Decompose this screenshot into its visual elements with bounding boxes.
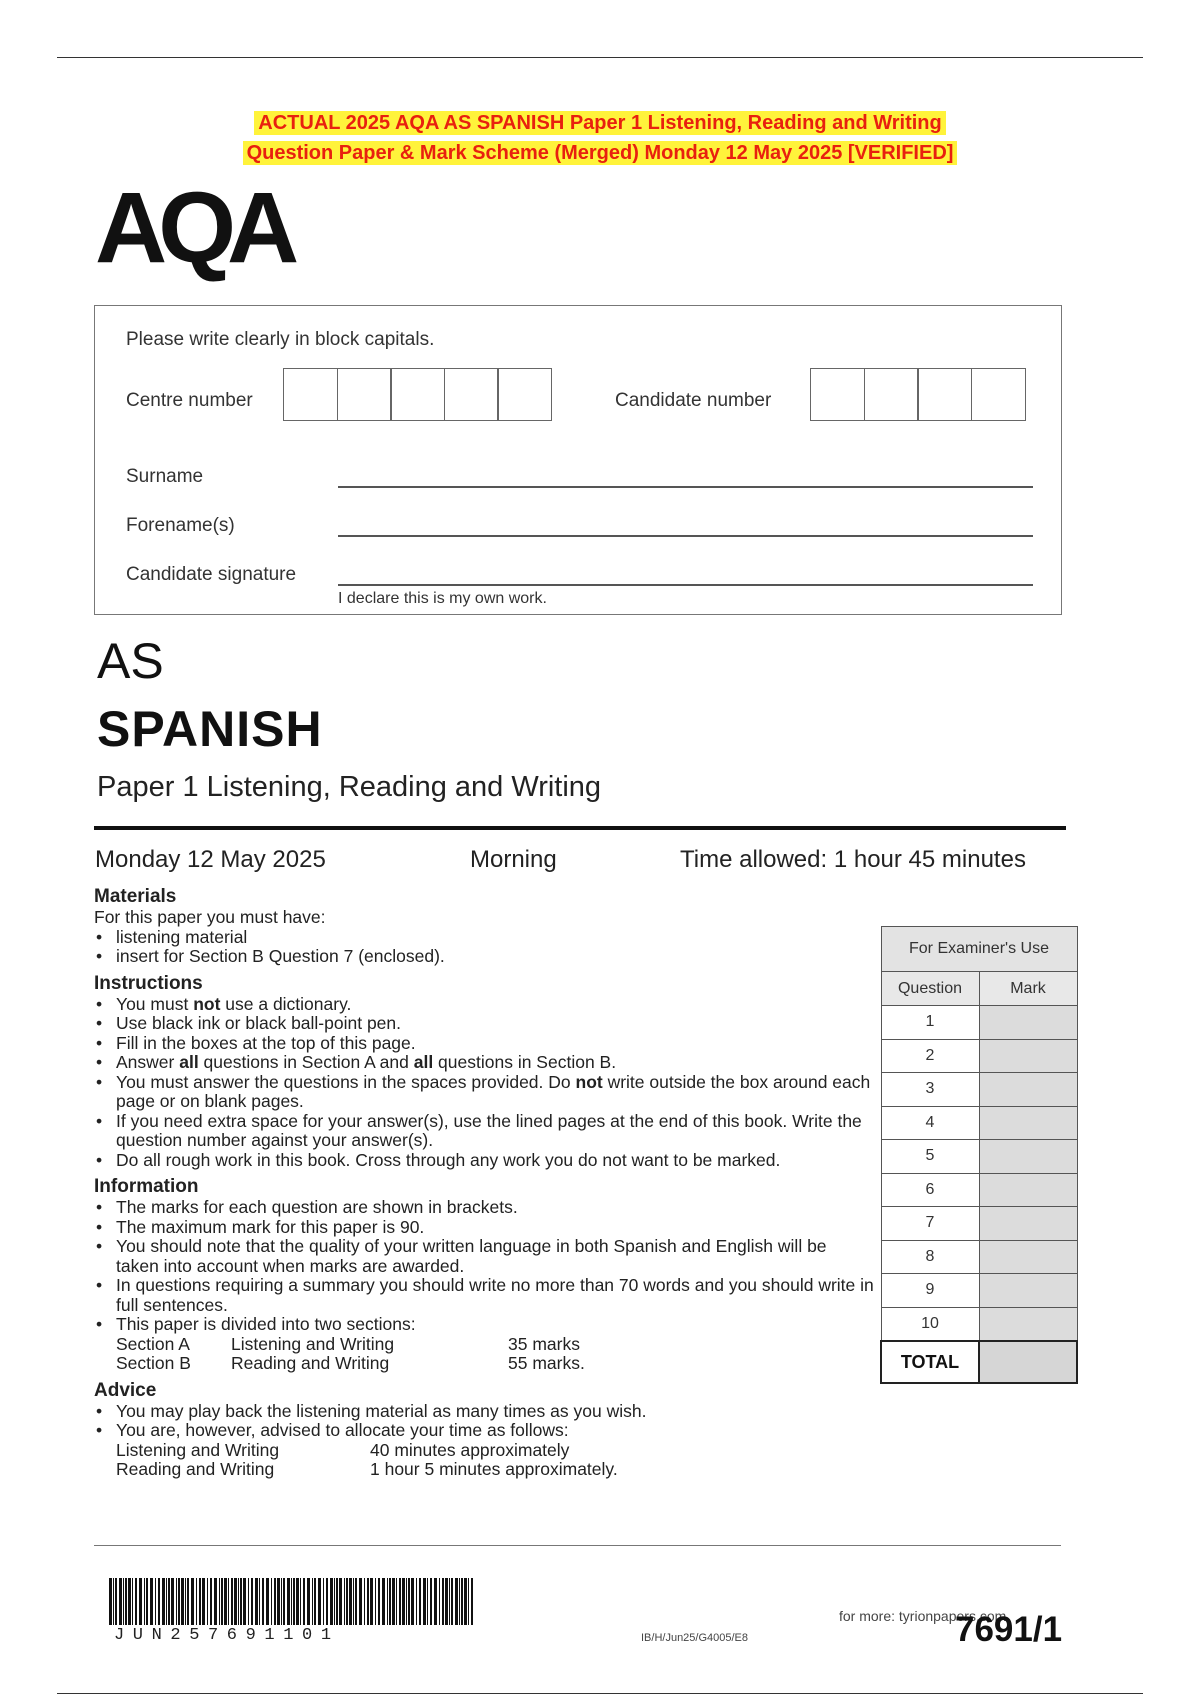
time-allowed: Time allowed: 1 hour 45 minutes xyxy=(680,846,1026,873)
subject-title: SPANISH xyxy=(97,701,323,757)
candidate-details-box xyxy=(94,305,1062,615)
total-label: TOTAL xyxy=(881,1341,979,1383)
footer-rule xyxy=(94,1545,1061,1546)
barcode xyxy=(109,1578,477,1625)
mark-cell xyxy=(979,1307,1077,1341)
paper-reference: IB/H/Jun25/G4005/E8 xyxy=(641,1632,749,1644)
list-item: • If you need extra space for your answer(s), use the lined pages at the end of this book. Write the question number against your answer(s). xyxy=(116,1112,874,1151)
candidate-number-digit[interactable] xyxy=(971,368,1026,421)
centre-number-digit[interactable] xyxy=(497,368,552,421)
paper-title: Paper 1 Listening, Reading and Writing xyxy=(97,771,602,803)
exam-session: Morning xyxy=(470,846,557,873)
title-banner-line-2: Question Paper & Mark Scheme (Merged) Monday 12 May 2025 [VERIFIED] xyxy=(0,142,1200,165)
question-number: 1 xyxy=(881,1006,979,1040)
signature-field[interactable] xyxy=(338,584,1033,586)
paper-code: 7691/1 xyxy=(955,1610,1063,1649)
aqa-logo: AQA xyxy=(95,172,291,284)
source-note: for more: tyrionpapers.com xyxy=(839,1608,1007,1624)
rubric xyxy=(94,886,874,1486)
question-number: 7 xyxy=(881,1207,979,1241)
mark-cell xyxy=(979,1106,1077,1140)
heading-rule xyxy=(94,826,1066,830)
centre-number-digit[interactable] xyxy=(283,368,338,421)
candidate-number-digit[interactable] xyxy=(917,368,972,421)
table-row xyxy=(881,1307,1077,1341)
top-rule xyxy=(57,57,1143,58)
total-mark-cell xyxy=(979,1341,1077,1383)
centre-number-boxes xyxy=(283,368,551,421)
list-item: • Answer all questions in Section A and all questions in Section B. xyxy=(116,1053,874,1073)
mark-cell xyxy=(979,1073,1077,1107)
question-number: 8 xyxy=(881,1240,979,1274)
list-item: • The marks for each question are shown in brackets. xyxy=(116,1198,874,1218)
surname-field[interactable] xyxy=(338,486,1033,488)
centre-number-digit[interactable] xyxy=(337,368,392,421)
list-item: • insert for Section B Question 7 (enclosed). xyxy=(116,947,874,967)
question-number: 9 xyxy=(881,1274,979,1308)
bottom-rule xyxy=(57,1693,1143,1694)
centre-number-digit[interactable] xyxy=(444,368,499,421)
exam-date: Monday 12 May 2025 xyxy=(95,846,326,873)
table-row xyxy=(881,1039,1077,1073)
mark-cell xyxy=(979,1006,1077,1040)
table-row xyxy=(881,1073,1077,1107)
list-item: • Do all rough work in this book. Cross through any work you do not want to be marked. xyxy=(116,1151,874,1171)
question-column-header: Question xyxy=(881,972,979,1006)
table-row xyxy=(881,1006,1077,1040)
forename-field[interactable] xyxy=(338,535,1033,537)
declaration-text: I declare this is my own work. xyxy=(338,590,547,607)
examiner-table-heading: For Examiner's Use xyxy=(881,927,1077,972)
question-number: 6 xyxy=(881,1173,979,1207)
section-row: Section B Reading and Writing 55 marks. xyxy=(116,1353,585,1373)
timing-row: Listening and Writing 40 minutes approximately xyxy=(116,1439,570,1460)
centre-number-label: Centre number xyxy=(126,390,253,411)
list-item: • listening material xyxy=(116,928,874,948)
mark-cell xyxy=(979,1240,1077,1274)
question-number: 3 xyxy=(881,1073,979,1107)
candidate-number-digit[interactable] xyxy=(864,368,919,421)
candidate-number-label: Candidate number xyxy=(615,390,772,411)
surname-label: Surname xyxy=(126,466,204,487)
mark-cell xyxy=(979,1173,1077,1207)
total-row xyxy=(881,1341,1077,1383)
table-row xyxy=(881,1207,1077,1241)
mark-cell xyxy=(979,1207,1077,1241)
information-list xyxy=(94,1198,874,1374)
question-number: 2 xyxy=(881,1039,979,1073)
materials-list xyxy=(94,928,874,967)
list-item: • In questions requiring a summary you should write no more than 70 words and you should write in full sentences. xyxy=(116,1276,874,1315)
advice-heading: Advice xyxy=(94,1379,157,1401)
forename-label: Forename(s) xyxy=(126,515,235,536)
candidate-number-boxes xyxy=(810,368,1024,421)
question-number: 5 xyxy=(881,1140,979,1174)
mark-cell xyxy=(979,1140,1077,1174)
timing-row: Reading and Writing 1 hour 5 minutes approximately. xyxy=(116,1459,618,1479)
barcode-text: JUN257691101 xyxy=(114,1626,340,1645)
list-item: • You should note that the quality of your written language in both Spanish and English will be taken into account when marks are awarded. xyxy=(116,1237,874,1276)
question-number: 4 xyxy=(881,1106,979,1140)
mark-column-header: Mark xyxy=(979,972,1077,1006)
list-item: • The maximum mark for this paper is 90. xyxy=(116,1218,874,1238)
centre-number-digit[interactable] xyxy=(390,368,445,421)
list-item: • You may play back the listening material as many times as you wish. xyxy=(116,1402,874,1422)
materials-intro: For this paper you must have: xyxy=(94,907,326,927)
table-row xyxy=(881,1106,1077,1140)
list-item: • You are, however, advised to allocate your time as follows: Listening and Writing 40 minutes approximately Reading and Writing 1 hour 5 minutes approximately. xyxy=(116,1421,874,1480)
block-capitals-prompt: Please write clearly in block capitals. xyxy=(126,329,435,350)
information-heading: Information xyxy=(94,1176,199,1197)
title-banner-line-1: ACTUAL 2025 AQA AS SPANISH Paper 1 Listening, Reading and Writing xyxy=(0,112,1200,135)
list-item: • You must not use a dictionary. xyxy=(116,995,874,1015)
question-number: 10 xyxy=(881,1307,979,1341)
qualification-level: AS xyxy=(97,633,164,689)
table-row xyxy=(881,1173,1077,1207)
candidate-number-digit[interactable] xyxy=(810,368,865,421)
examiner-use-table xyxy=(880,926,1078,1384)
table-row xyxy=(881,1274,1077,1308)
advice-list xyxy=(94,1402,874,1480)
materials-heading: Materials xyxy=(94,886,177,907)
table-row xyxy=(881,1240,1077,1274)
table-row xyxy=(881,1140,1077,1174)
list-item: • You must answer the questions in the spaces provided. Do not write outside the box around each page or on blank pages. xyxy=(116,1073,874,1112)
instructions-heading: Instructions xyxy=(94,972,203,994)
section-row: Section A Listening and Writing 35 marks xyxy=(116,1333,580,1354)
mark-cell xyxy=(979,1274,1077,1308)
list-item: • This paper is divided into two sections: Section A Listening and Writing 35 marks Section B Reading and Writing 55 marks. xyxy=(116,1315,874,1374)
list-item: • Use black ink or black ball-point pen. xyxy=(116,1014,874,1034)
list-item: • Fill in the boxes at the top of this page. xyxy=(116,1034,874,1054)
signature-label: Candidate signature xyxy=(126,564,297,585)
mark-cell xyxy=(979,1039,1077,1073)
instructions-list xyxy=(94,995,874,1171)
